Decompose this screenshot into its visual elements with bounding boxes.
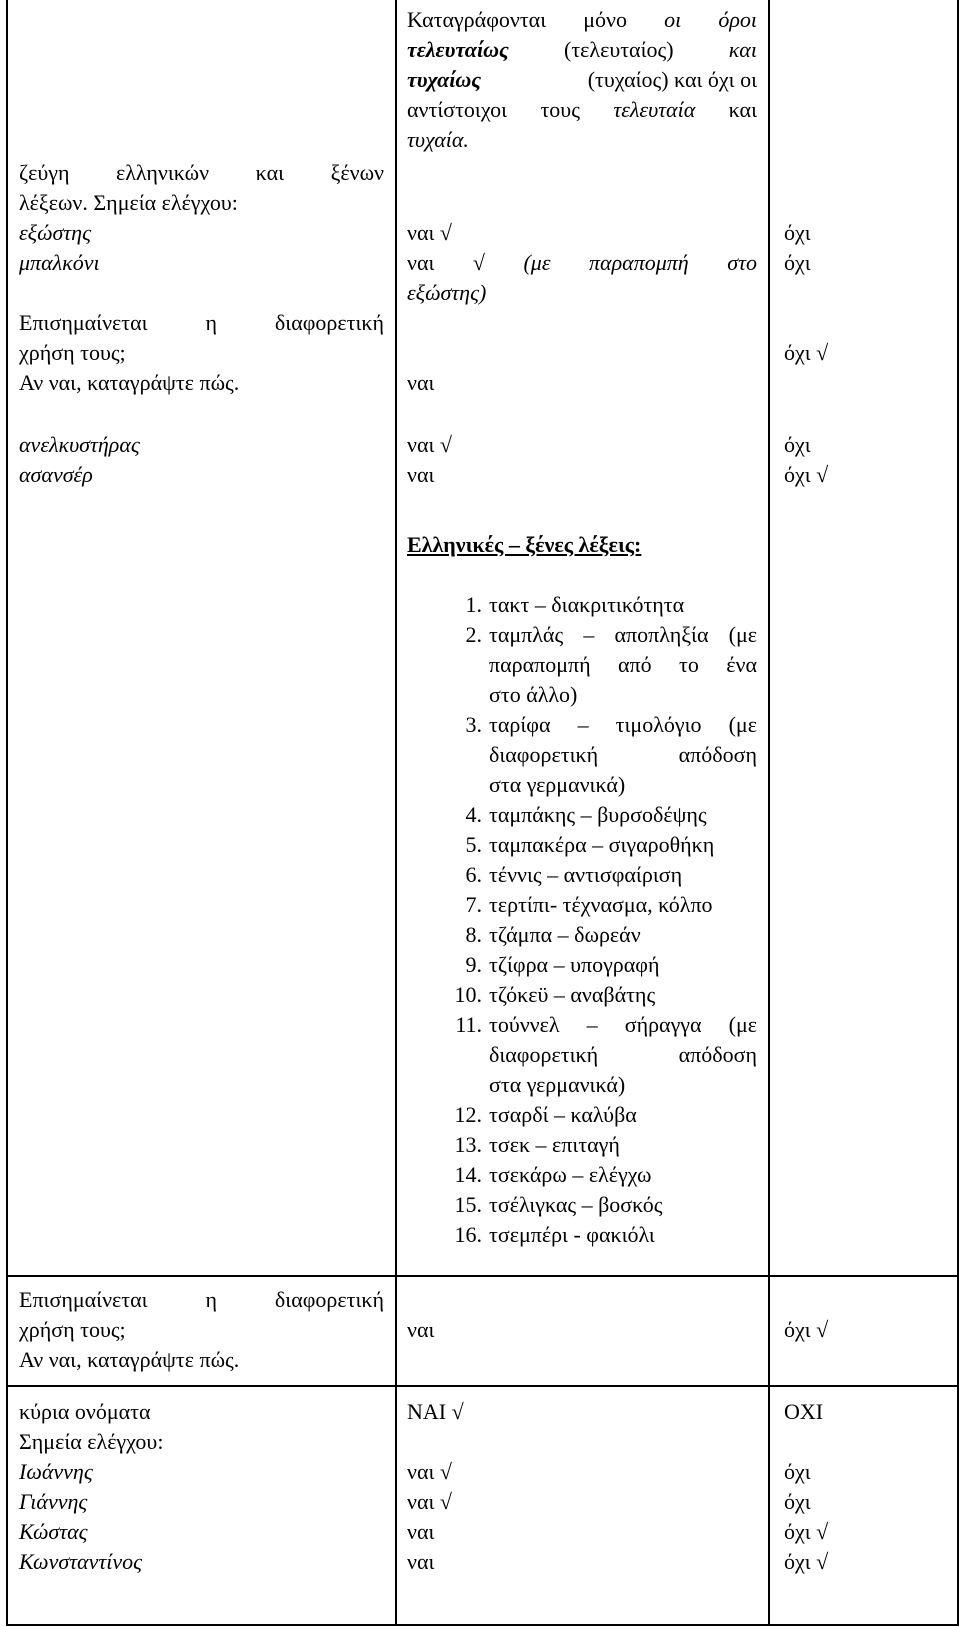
answer-no-3: όχι √ — [784, 340, 829, 365]
word: το — [679, 652, 699, 677]
list-item-line: τζόκεϋ – αναβάτης — [489, 982, 656, 1007]
word: τυχαίως — [407, 67, 482, 92]
para-line5: τυχαία. — [407, 127, 469, 152]
para-line2 — [407, 35, 757, 65]
word: – — [583, 622, 595, 647]
word: τελευταίως — [407, 37, 509, 62]
answer-no-4: όχι — [784, 432, 811, 457]
list-item-line: τζάμπα – δωρεάν — [489, 922, 641, 947]
word: (τυχαίος) και όχι οι — [587, 67, 757, 92]
list-item-text — [489, 1190, 662, 1220]
list-item-text — [489, 980, 655, 1010]
row2-answer-no: όχι √ — [784, 1317, 829, 1342]
term-anelkystiras: ανελκυστήρας — [19, 432, 140, 457]
word: ένα — [726, 652, 757, 677]
section-heading: Ελληνικές – ξένες λέξεις: — [407, 532, 642, 557]
row-divider-1 — [8, 1275, 957, 1277]
list-item-line: ταμπακέρα – σιγαροθήκη — [489, 832, 715, 857]
list-item-text — [489, 800, 707, 830]
list-item-text — [489, 650, 757, 680]
word: – — [577, 712, 589, 737]
term-asanser: ασανσέρ — [19, 462, 93, 487]
list-item-text — [489, 1160, 651, 1190]
word: αντίστοιχοι — [407, 97, 508, 122]
list-item-text — [489, 950, 660, 980]
name-kostas: Κώστας — [19, 1519, 88, 1544]
list-item-line: στα γερμανικά) — [489, 772, 626, 797]
row3-no-1: ΟΧΙ — [784, 1399, 824, 1424]
word: (με — [728, 712, 757, 737]
word: Επισημαίνεται — [19, 310, 148, 335]
proper-names-label: κύρια ονόματα — [19, 1399, 151, 1424]
list-item-text — [489, 860, 682, 890]
answer-yes-4: ναι √ — [407, 432, 452, 457]
answer-no-5: όχι √ — [784, 462, 829, 487]
list-item-text — [489, 1070, 625, 1100]
list-item-text — [489, 590, 684, 620]
row2-note-line3: Αν ναι, καταγράψτε πώς. — [19, 1347, 240, 1372]
word: (με — [728, 1012, 757, 1037]
word: και — [728, 97, 757, 122]
list-item-number: 3. — [465, 712, 482, 737]
row-divider-2 — [8, 1385, 957, 1387]
list-item-line: τσεκ – επιταγή — [489, 1132, 620, 1157]
word: όροι — [718, 7, 757, 32]
answer-no-1: όχι — [784, 220, 811, 245]
term-mpalkoni: μπαλκόνι — [19, 250, 100, 275]
para-line1 — [407, 5, 757, 35]
word: σήραγγα — [624, 1012, 702, 1037]
list-item-line: τακτ – διακριτικότητα — [489, 592, 685, 617]
list-item-text — [489, 920, 641, 950]
list-item-number: 14. — [454, 1162, 482, 1187]
word: απόδοση — [678, 1042, 757, 1067]
list-item-line: τσαρδί – καλύβα — [489, 1102, 637, 1127]
list-item-line: τερτίπι- τέχνασμα, κόλπο — [489, 892, 713, 917]
word: αποπληξία — [614, 622, 709, 647]
word: από — [618, 652, 652, 677]
list-item-line: τσέλιγκας – βοσκός — [489, 1192, 663, 1217]
list-item-number: 9. — [465, 952, 482, 977]
list-item-line: τζίφρα – υπογραφή — [489, 952, 660, 977]
list-item-number: 1. — [465, 592, 482, 617]
word: Επισημαίνεται — [19, 1287, 148, 1312]
row3-no-5: όχι √ — [784, 1549, 829, 1574]
term-exostis: εξώστης — [19, 220, 92, 245]
list-item-number: 16. — [454, 1222, 482, 1247]
row3-no-3: όχι — [784, 1489, 811, 1514]
word: – — [586, 1012, 598, 1037]
word: διαφορετική — [489, 1042, 599, 1067]
list-item-text — [489, 710, 757, 740]
answer-yes-1: ναι √ — [407, 220, 452, 245]
answer-yes-5: ναι — [407, 462, 435, 487]
name-giannis: Γιάννης — [19, 1489, 88, 1514]
list-item-text — [489, 770, 625, 800]
word: απόδοση — [678, 742, 757, 767]
row3-yes-3: ναι √ — [407, 1489, 452, 1514]
word: στο — [727, 250, 757, 275]
column-divider-2 — [768, 0, 770, 1624]
answer-yes-2-line2: εξώστης) — [407, 280, 487, 305]
word: τιμολόγιο — [615, 712, 702, 737]
answer-yes-2 — [407, 248, 757, 278]
row2-answer-yes: ναι — [407, 1317, 435, 1342]
list-item-text — [489, 1100, 637, 1130]
list-item-number: 4. — [465, 802, 482, 827]
list-item-line: ταμπάκης – βυρσοδέψης — [489, 802, 707, 827]
word: παραπομπή — [489, 652, 591, 677]
list-item-line: στο άλλο) — [489, 682, 578, 707]
word: οι — [664, 7, 682, 32]
column-divider-1 — [395, 0, 397, 1624]
list-item-text — [489, 1130, 620, 1160]
word: ζεύγη — [19, 160, 70, 185]
word: ναι — [407, 250, 435, 275]
list-item-text — [489, 1040, 757, 1070]
list-item-number: 12. — [454, 1102, 482, 1127]
word: (με — [523, 250, 551, 275]
note-line3: Αν ναι, καταγράψτε πώς. — [19, 370, 240, 395]
word: διαφορετική — [274, 1287, 384, 1312]
word: διαφορετική — [489, 742, 599, 767]
word: παραπομπή — [589, 250, 689, 275]
list-item-number: 5. — [465, 832, 482, 857]
para-line3 — [407, 65, 757, 95]
word: τους — [540, 97, 580, 122]
word: (με — [728, 622, 757, 647]
row2-note-line1 — [19, 1285, 384, 1315]
check-mark: √ — [472, 250, 485, 275]
list-item-number: 8. — [465, 922, 482, 947]
row3-no-2: όχι — [784, 1459, 811, 1484]
list-item-text — [489, 830, 714, 860]
word: (τελευταίος) — [564, 37, 674, 62]
list-item-number: 10. — [454, 982, 482, 1007]
row3-yes-5: ναι — [407, 1549, 435, 1574]
word: διαφορετική — [274, 310, 384, 335]
list-item-text — [489, 890, 713, 920]
answer-yes-3: ναι — [407, 370, 435, 395]
answer-no-2: όχι — [784, 250, 811, 275]
document-table — [6, 0, 959, 1626]
list-item-number: 6. — [465, 862, 482, 887]
row3-yes-1: ΝΑΙ √ — [407, 1399, 464, 1424]
list-item-number: 2. — [465, 622, 482, 647]
list-item-line: τσεμπέρι - φακιόλι — [489, 1222, 655, 1247]
word: και — [728, 37, 757, 62]
list-item-text — [489, 680, 577, 710]
word: τούννελ — [489, 1012, 560, 1037]
list-item-text — [489, 620, 757, 650]
row3-yes-2: ναι √ — [407, 1459, 452, 1484]
word: Καταγράφονται — [407, 7, 547, 32]
note-line2: χρήση τους; — [19, 340, 126, 365]
word: η — [205, 1287, 217, 1312]
name-ioannis: Ιωάννης — [19, 1459, 93, 1484]
para-line4 — [407, 95, 757, 125]
checkpoints-label: Σημεία ελέγχου: — [19, 1429, 164, 1454]
row3-no-4: όχι √ — [784, 1519, 829, 1544]
word: η — [205, 310, 217, 335]
word: μόνο — [583, 7, 627, 32]
list-item-number: 11. — [455, 1012, 482, 1037]
intro-line1 — [19, 158, 384, 188]
word: ταμπλάς — [489, 622, 564, 647]
note-line1 — [19, 308, 384, 338]
list-item-line: τσεκάρω – ελέγχω — [489, 1162, 652, 1187]
list-item-text — [489, 740, 757, 770]
list-item-text — [489, 1220, 655, 1250]
list-item-number: 7. — [465, 892, 482, 917]
word: και — [255, 160, 285, 185]
word: ελληνικών — [116, 160, 210, 185]
row3-yes-4: ναι — [407, 1519, 435, 1544]
row2-note-line2: χρήση τους; — [19, 1317, 126, 1342]
word: ξένων — [330, 160, 384, 185]
list-item-number: 15. — [454, 1192, 482, 1217]
list-item-line: τέννις – αντισφαίριση — [489, 862, 683, 887]
list-item-number: 13. — [454, 1132, 482, 1157]
name-konstantinos: Κωνσταντίνος — [19, 1549, 143, 1574]
word: τελευταία — [613, 97, 696, 122]
intro-line2: λέξεων. Σημεία ελέγχου: — [19, 190, 238, 215]
list-item-line: στα γερμανικά) — [489, 1072, 626, 1097]
list-item-text — [489, 1010, 757, 1040]
word: ταρίφα — [489, 712, 551, 737]
